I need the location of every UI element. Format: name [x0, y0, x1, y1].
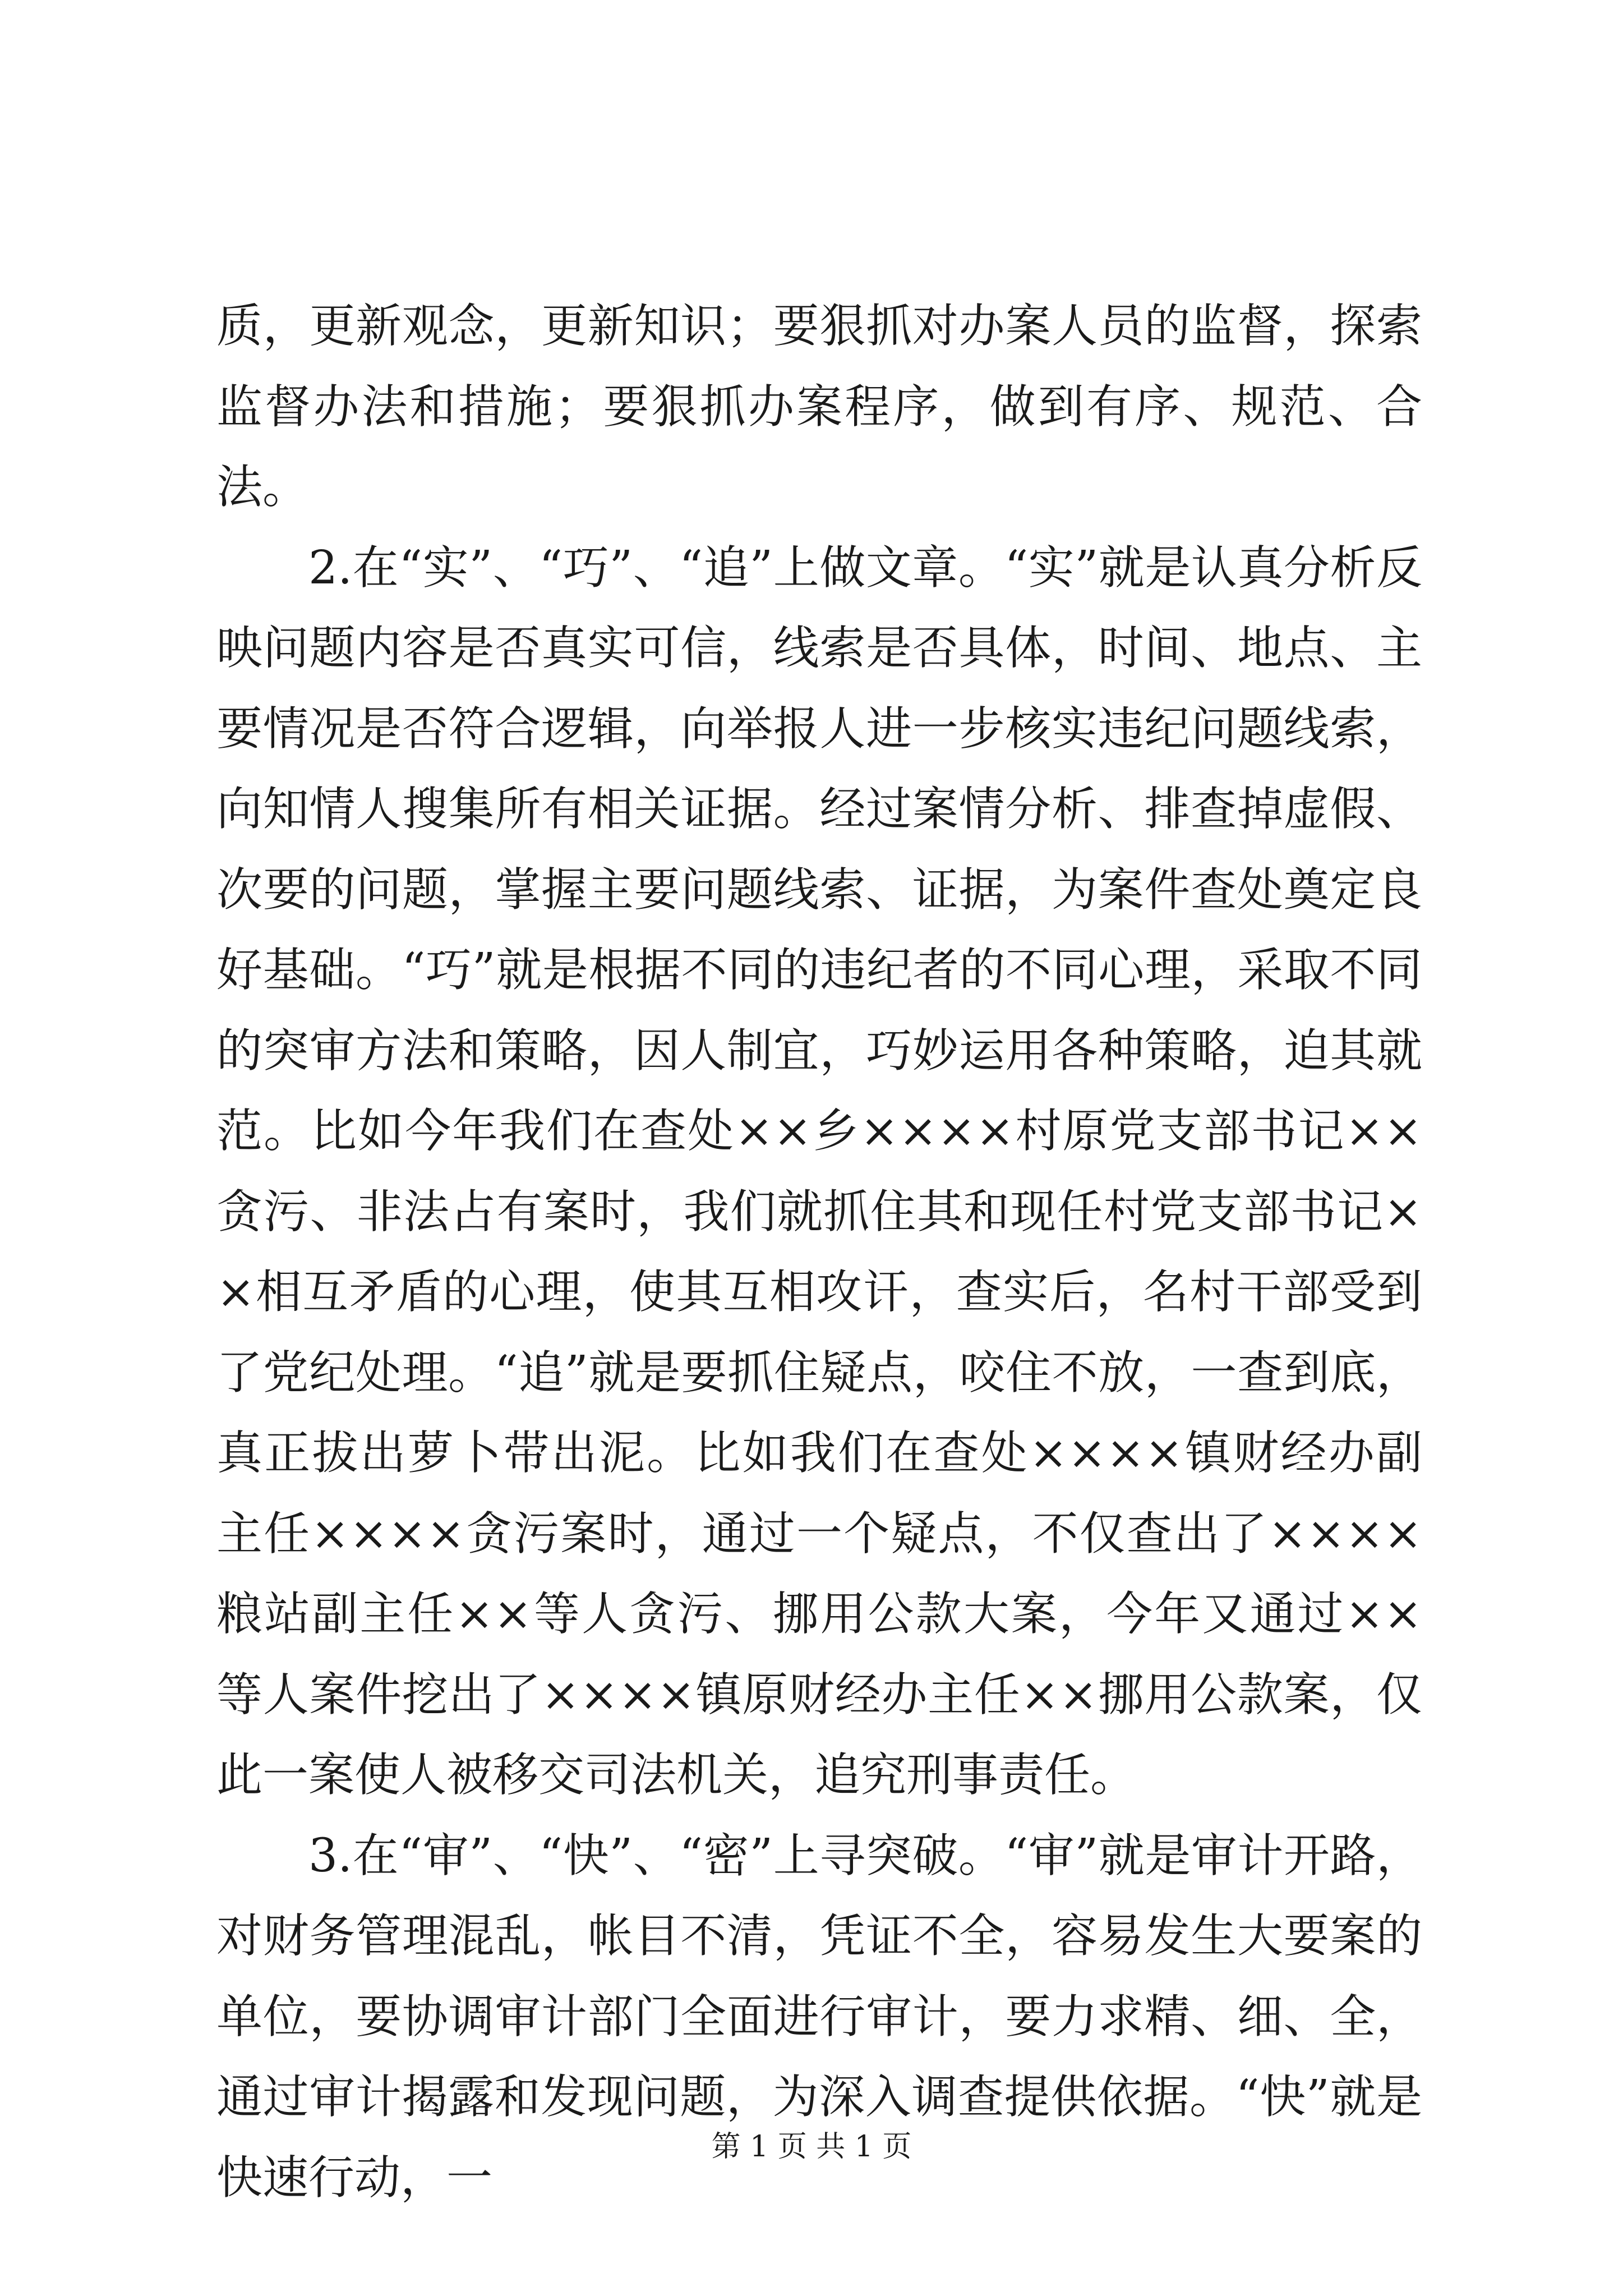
paragraph-continuation: 质，更新观念，更新知识；要狠抓对办案人员的监督，探索监督办法和措施；要狠抓办案程序，做到有序、规范、合法。 [216, 300, 1422, 514]
paragraph-section-2: 2.在“实”、“巧”、“追”上做文章。“实”就是认真分析反映问题内容是否真实可信，线索是否具体，时间、地点、主要情况是否符合逻辑，向举报人进一步核实违纪问题线索，向知情人搜集所有相关证据。经过案情分析、排查掉虚假、次要的问题，掌握主要问题线索、证据，为案件查处奠定良好基础。“巧”就是根据不同的违纪者的不同心理，采取不同的突审方法和策略，因人制宜，巧妙运用各种策略，迫其就范。比如今年我们在查处××乡××××村原党支部书记××贪污、非法占有案时，我们就抓住其和现任村党支部书记××相互矛盾的心理，使其互相攻讦，查实后，名村干部受到了党纪处理。“追”就是要抓住疑点，咬住不放，一查到底，真正拔出萝卜带出泥。比如我们在查处××××镇财经办副主任××××贪污案时，通过一个疑点，不仅查出了××××粮站副主任××等人贪污、挪用公款大案，今年又通过××等人案件挖出了××××镇原财经办主任××挪用公款案，仅此一案使人被移交司法机关，追究刑事责任。 [216, 541, 1422, 1802]
page-footer [0, 2129, 1623, 2165]
paragraph-section-3: 3.在“审”、“快”、“密”上寻突破。“审”就是审计开路，对财务管理混乱，帐目不清，凭证不全，容易发生大要案的单位，要协调审计部门全面进行审计，要力求精、细、全，通过审计揭露和发现问题，为深入调查提供依据。“快”就是快速行动，一 [216, 1829, 1422, 2205]
page-number-label: 第 1 页 共 1 页 [711, 2130, 912, 2164]
document-body [216, 286, 1422, 2218]
